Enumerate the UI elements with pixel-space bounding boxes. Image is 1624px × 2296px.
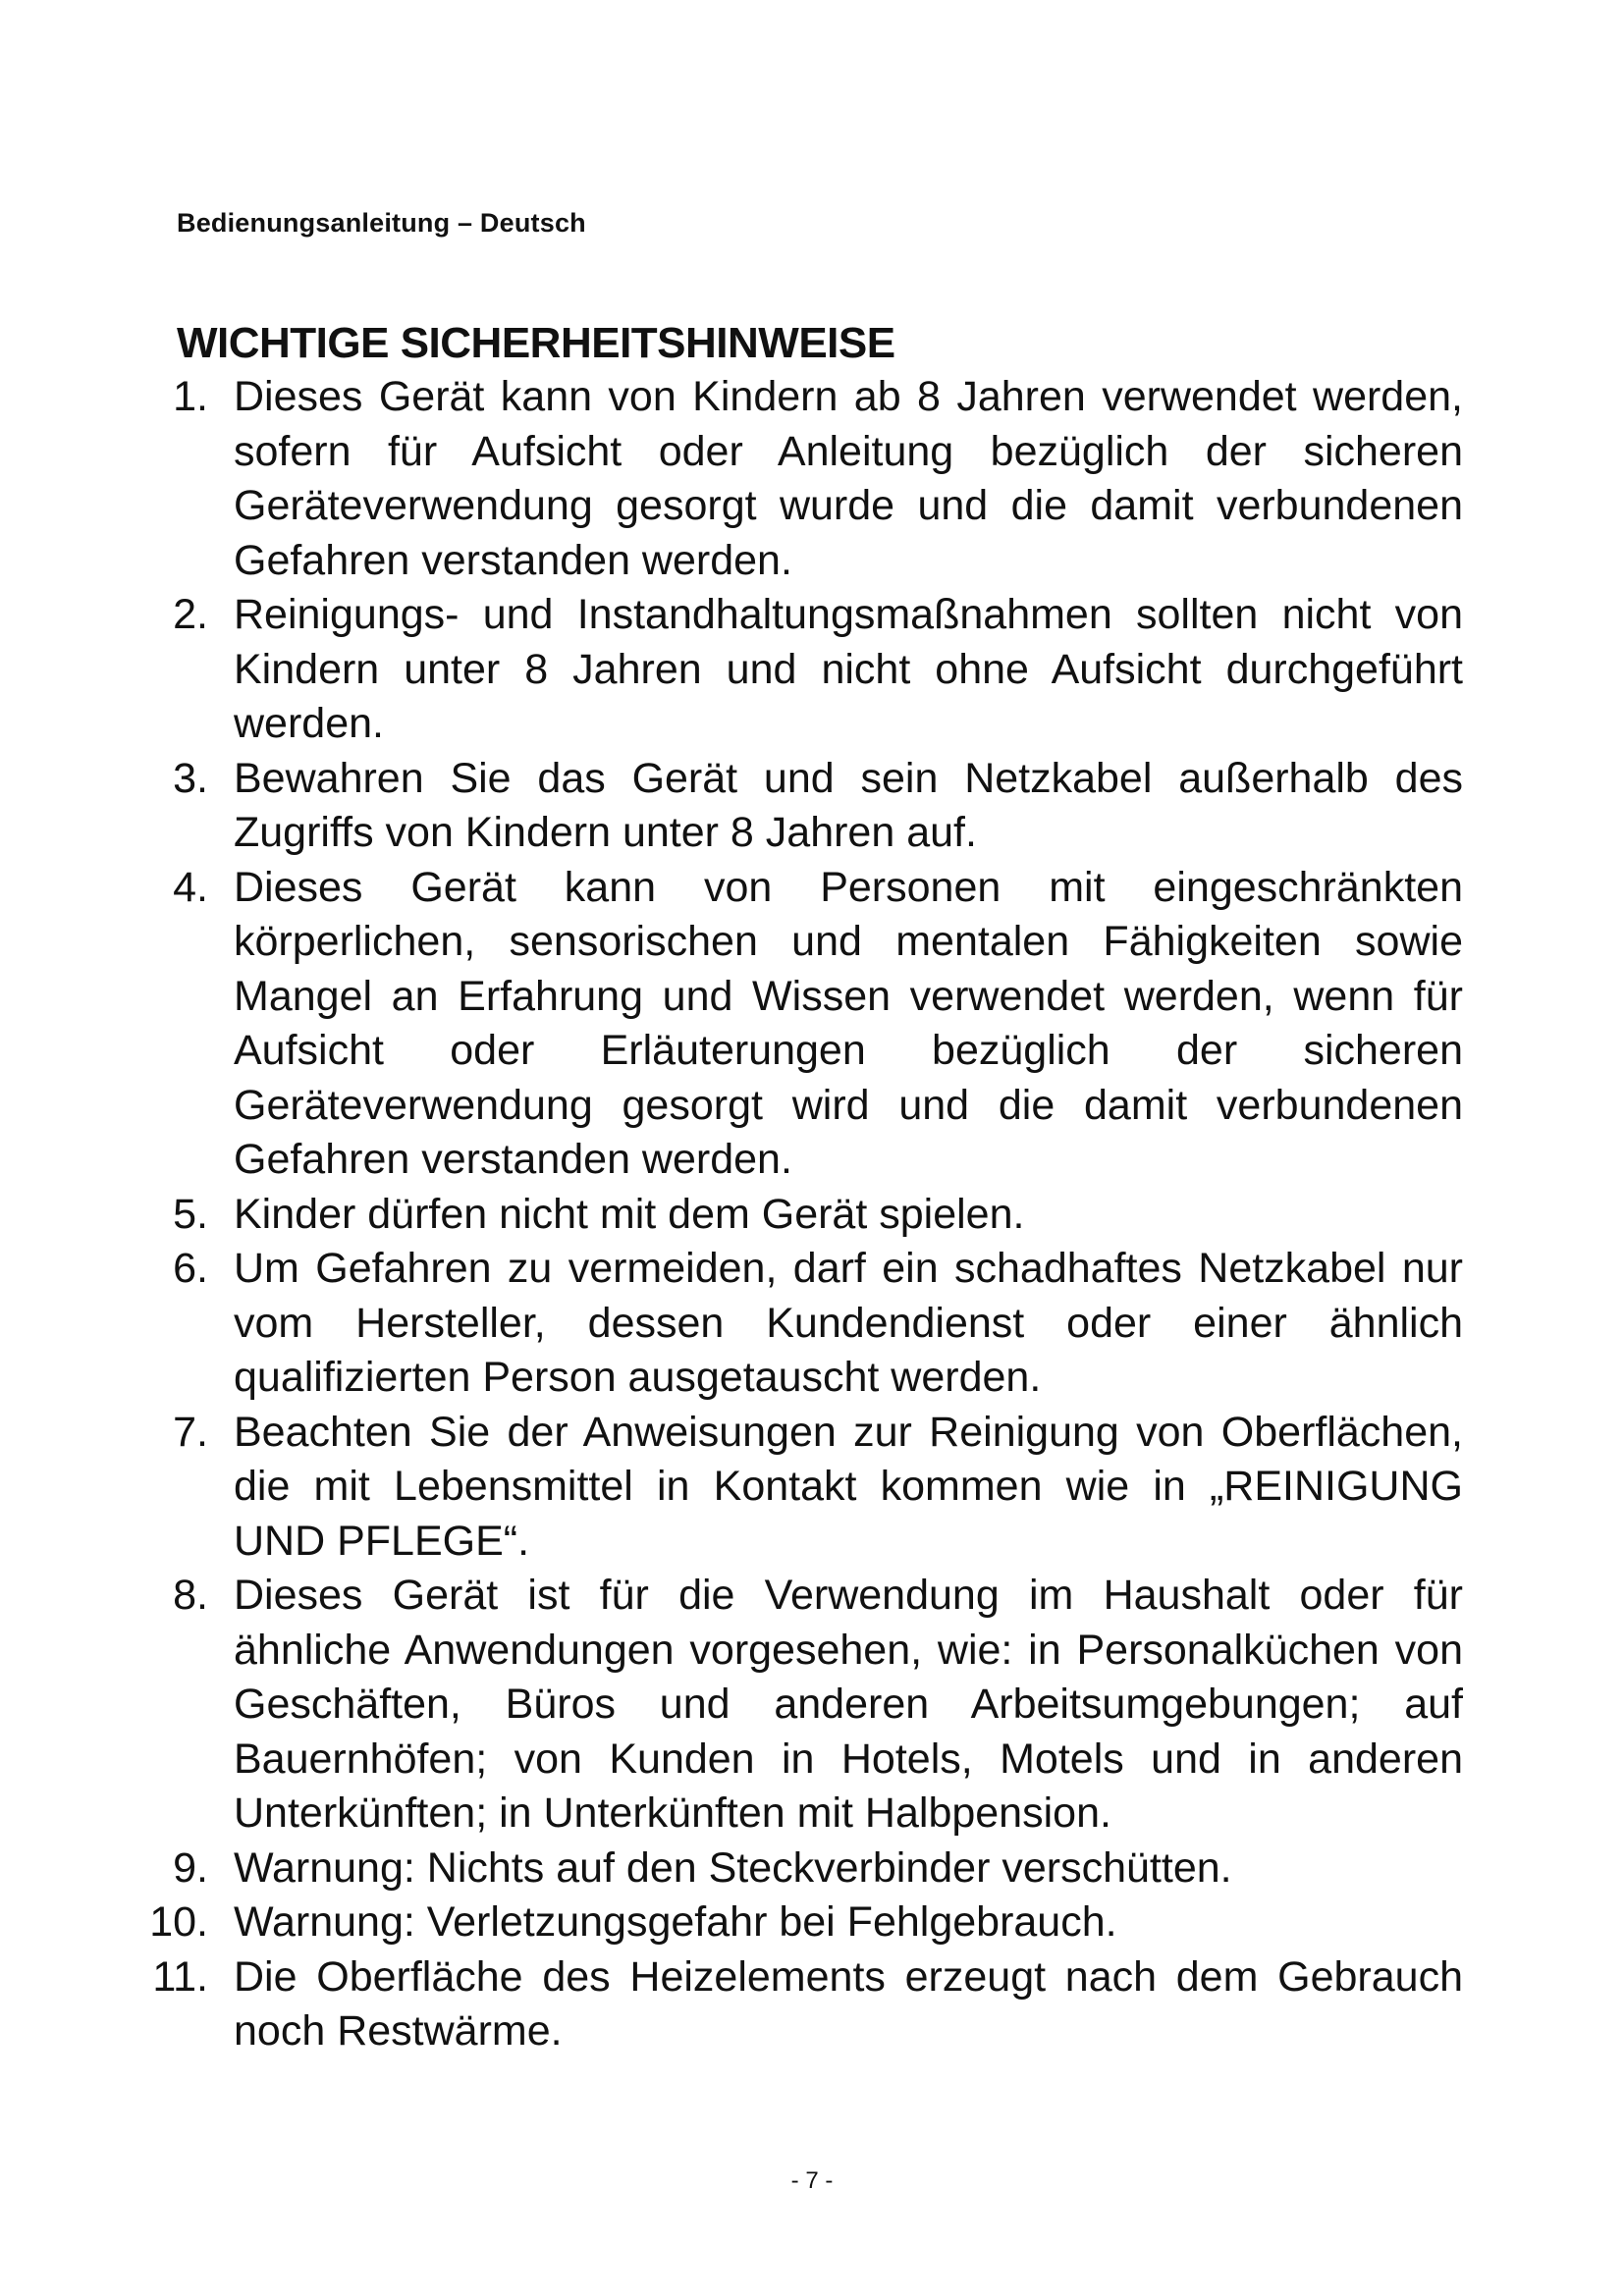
item-number: 6. (173, 1245, 208, 1292)
item-number: 1. (173, 373, 208, 420)
instruction-item-1 (147, 370, 1463, 588)
page-number: - 7 - (790, 2167, 834, 2194)
instruction-item-10 (147, 1896, 1463, 1950)
item-number: 7. (173, 1408, 208, 1456)
item-text: Dieses Gerät kann von Personen mit eingeschränkten körperlichen, sensorischen und mentalen Fähigkeiten sowie Mangel an Erfahrung und Wissen verwendet werden, wenn für Aufsicht oder Erläuterungen bezüglich der sicheren Geräteverwendung gesorgt wird und die damit verbundenen Gefahren verstanden werden. (234, 863, 1463, 1183)
item-number: 4. (173, 863, 208, 911)
item-number: 11. (152, 1952, 208, 2001)
item-number: 5. (173, 1190, 208, 1238)
item-number: 3. (173, 754, 208, 802)
instruction-item-4 (147, 861, 1463, 1188)
item-text: Die Oberfläche des Heizelements erzeugt nach dem Gebrauch noch Restwärme. (234, 1952, 1463, 2055)
instruction-item-7 (147, 1406, 1463, 1570)
page-header: Bedienungsanleitung – Deutsch (177, 208, 586, 238)
instruction-item-3 (147, 752, 1463, 861)
item-number: 8. (173, 1572, 208, 1619)
item-text: Beachten Sie der Anweisungen zur Reinigung von Oberflächen, die mit Lebensmittel in Kontakt kommen wie in „REINIGUNG UND PFLEGE“. (234, 1408, 1463, 1565)
item-number: 9. (173, 1843, 208, 1892)
instruction-item-9 (147, 1842, 1463, 1896)
section-title: WICHTIGE SICHERHEITSHINWEISE (177, 319, 895, 367)
item-text: Um Gefahren zu vermeiden, darf ein schadhaftes Netzkabel nur vom Hersteller, dessen Kundendienst oder einer ähnlich qualifizierten Person ausgetauscht werden. (234, 1245, 1463, 1401)
item-text: Bewahren Sie das Gerät und sein Netzkabel außerhalb des Zugriffs von Kindern unter 8 Jahren auf. (234, 754, 1463, 856)
instruction-item-8 (147, 1569, 1463, 1842)
item-text: Dieses Gerät kann von Kindern ab 8 Jahren verwendet werden, sofern für Aufsicht oder Anleitung bezüglich der sicheren Geräteverwendung gesorgt wurde und die damit verbundenen Gefahren verstanden werden. (234, 373, 1463, 584)
instruction-item-5 (147, 1188, 1463, 1243)
item-text: Warnung: Verletzungsgefahr bei Fehlgebrauch. (234, 1898, 1117, 1946)
item-text: Warnung: Nichts auf den Steckverbinder verschütten. (234, 1843, 1232, 1892)
instruction-item-2 (147, 588, 1463, 752)
item-number: 10. (149, 1898, 208, 1946)
item-text: Kinder dürfen nicht mit dem Gerät spielen. (234, 1190, 1025, 1238)
safety-instructions-list (147, 370, 1463, 2059)
item-text: Dieses Gerät ist für die Verwendung im Haushalt oder für ähnliche Anwendungen vorgesehen, wie: in Personalküchen von Geschäften, Büros und anderen Arbeitsumgebungen; auf Bauernhöfen; von Kunden in Hotels, Motels und in anderen Unterkünften; in Unterkünften mit Halbpension. (234, 1572, 1463, 1837)
item-text: Reinigungs- und Instandhaltungsmaßnahmen sollten nicht von Kindern unter 8 Jahren und nicht ohne Aufsicht durchgeführt werden. (234, 591, 1463, 747)
instruction-item-11 (147, 1950, 1463, 2059)
instruction-item-6 (147, 1242, 1463, 1406)
item-number: 2. (173, 591, 208, 638)
